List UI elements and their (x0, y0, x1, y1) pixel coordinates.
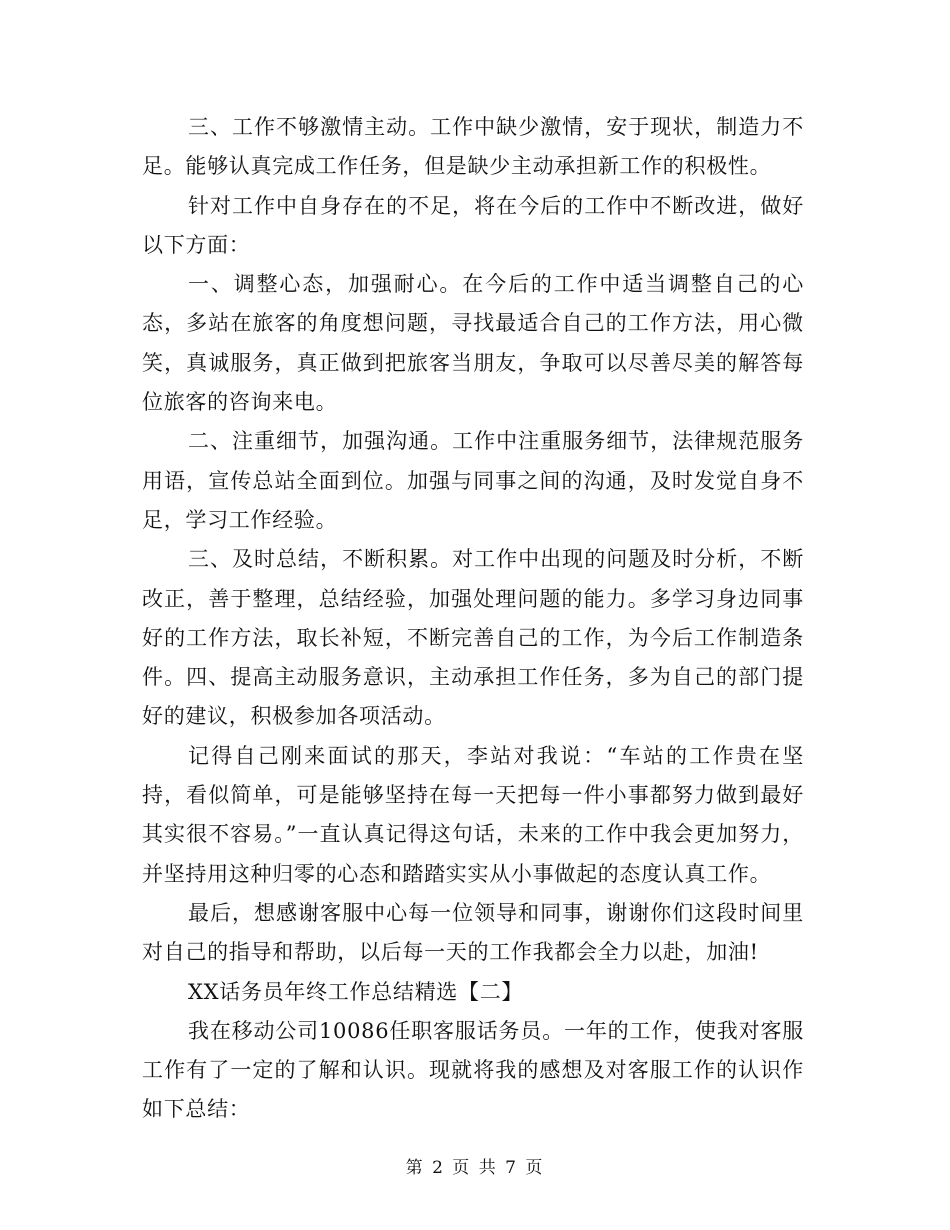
paragraph-thanks: 最后，想感谢客服中心每一位领导和同事，谢谢你们这段时间里对自己的指导和帮助，以后每一天的工作我都会全力以赴，加油! (142, 900, 804, 965)
paragraph-improvement-intro: 针对工作中自身存在的不足，将在今后的工作中不断改进，做好以下方面： (142, 193, 804, 257)
footer-current-page: 2 (432, 1158, 445, 1178)
document-body (142, 108, 804, 1130)
footer-page-mid: 页 共 (452, 1158, 498, 1178)
paragraph-focus-details: 二、注重细节，加强沟通。工作中注重服务细节，法律规范服务用语，宣传总站全面到位。加强与同事之间的沟通，及时发觉自身不足，学习工作经验。 (142, 429, 804, 532)
paragraph-summarize-accumulate: 三、及时总结，不断积累。对工作中出现的问题及时分析，不断改正，善于整理，总结经验，加强处理问题的能力。多学习身边同事好的工作方法，取长补短，不断完善自己的工作，为今后工作制造条件。四、提高主动服务意识，主动承担工作任务，多为自己的部门提好的建议，积极参加各项活动。 (142, 547, 804, 729)
paragraph-part-two-intro: 我在移动公司10086任职客服话务员。一年的工作，使我对客服工作有了一定的了解和认识。现就将我的感想及对客服工作的认识作如下总结： (142, 1018, 804, 1122)
paragraph-shortcomings-3: 三、工作不够激情主动。工作中缺少激情，安于现状，制造力不足。能够认真完成工作任务，但是缺少主动承担新工作的积极性。 (142, 115, 804, 179)
footer-page-prefix: 第 (405, 1158, 425, 1178)
paragraph-interview-memory: 记得自己刚来面试的那天，李站对我说：“车站的工作贵在坚持，看似简单，可是能够坚持在每一天把每一件小事都努力做到最好其实很不容易。”一直认真记得这句话，未来的工作中我会更加努力，并坚持用这种归零的心态和踏踏实实从小事做起的态度认真工作。 (142, 743, 804, 886)
footer-total-pages: 7 (505, 1158, 518, 1178)
paragraph-adjust-mindset: 一、调整心态，加强耐心。在今后的工作中适当调整自己的心态，多站在旅客的角度想问题，寻找最适合自己的工作方法，用心微笑，真诚服务，真正做到把旅客当朋友，争取可以尽善尽美的解答每位旅客的咨询来电。 (142, 272, 804, 415)
page-footer (0, 1153, 950, 1178)
footer-page-suffix: 页 (525, 1158, 545, 1178)
section-heading-part-two: XX话务员年终工作总结精选【二】 (188, 979, 524, 1004)
